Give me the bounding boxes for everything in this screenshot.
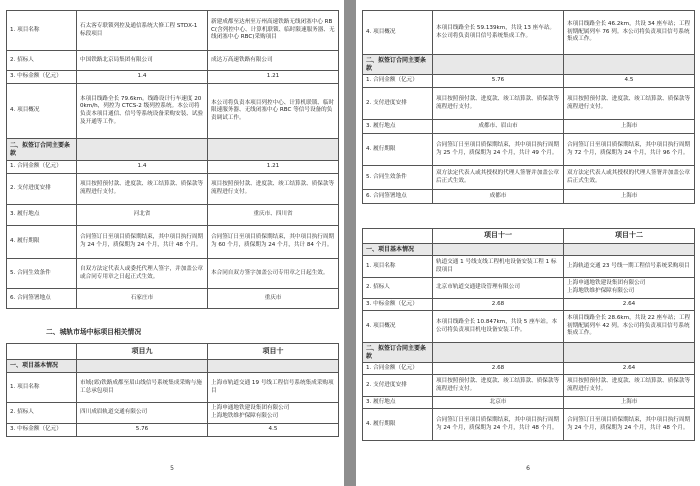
row-label: 4. 履行期限 [7,226,77,259]
cell-value: 北京市轨道交通建设管理有限公司 [433,278,564,299]
table-row [7,259,339,289]
row-label: 1. 合同金额（亿元） [7,161,77,174]
table-row [363,299,695,311]
cell-value: 合同签订日至项目质保期结束，其中项目执行周期为 24 个月，质保期为 24 个月，共计 48 个月。 [433,409,564,441]
cell-value: 1.21 [208,71,339,84]
row-label: 2. 支付进度安排 [363,375,433,397]
cell-value: 本项目线路全长 46.2km，共设 34 座车站；工程初期配属列车 76 列。本公司将负责项目信号系统集成工作。 [564,11,695,55]
row-label: 1. 项目名称 [7,373,77,403]
row-label: 2. 招标人 [7,51,77,71]
cell-value: 轨道交通 1 号线支线工程机电设备安装工程 1 标段项目 [433,256,564,278]
table-row [7,373,339,403]
cell-value: 本公司将负责本项目列控中心、计算机联锁、临时限速服务器、无线闭塞中心 RBC 等信号设备的负责调试工作。 [208,84,339,139]
table-header-row [363,229,695,244]
section-title: 二、拟签订合同主要条款 [363,343,433,363]
section-heading: 二、城轨市场中标项目相关情况 [46,328,142,336]
column-header: 项目十 [208,344,339,360]
table-row [363,278,695,299]
table-row [7,84,339,139]
cell-value: 项目按照预付款、进度款、竣工结算款、质保款等流程进行支付。 [564,88,695,120]
cell-value: 成都市 [433,190,564,204]
section-header-row [363,55,695,75]
table-row [363,88,695,120]
cell-value: 合同签订日至项目质保期结束，其中项目执行周期为 24 个月，质保期为 24 个月，共计 48 个月。 [564,409,695,441]
cell-value: 成达万高速铁路有限公司 [208,51,339,71]
project-info-table-top [362,10,695,204]
cell-value: 合同签订日至项目质保期结束，其中项目执行周期为 60 个月，质保期为 24 个月，共计 84 个月。 [208,226,339,259]
cell-value: 双方法定代表人或其授权的代理人签署并加盖公章后正式生效。 [564,166,695,190]
cell-value: 上海市 [564,120,695,134]
cell-value: 合同签订日至项目质保期结束，其中项目执行周期为 72 个月，质保期为 24 个月，共计 96 个月。 [564,134,695,166]
project-info-table-top [6,10,339,309]
project-info-table-bottom [6,343,339,437]
row-label: 2. 支付进度安排 [363,88,433,120]
cell-value: 5.76 [433,75,564,88]
cell-value: 北京市 [433,397,564,409]
section-title: 二、拟签订合同主要条款 [7,139,77,161]
row-label: 4. 项目概况 [7,84,77,139]
cell-value: 项目按照预付款、进度款、竣工结算款、质保款等流程进行支付。 [208,174,339,205]
table-row [7,161,339,174]
row-label: 4. 项目概况 [363,11,433,55]
cell-value: 合同签订日至项目质保期结束，其中项目执行周期为 25 个月，质保期为 24 个月，共计 49 个月。 [433,134,564,166]
cell-value: 四川成眉轨道交通有限公司 [77,403,208,424]
cell-value: 4.5 [208,424,339,437]
document-page-6 [356,0,700,486]
row-label: 2. 支付进度安排 [7,174,77,205]
row-label: 6. 合同签署地点 [7,289,77,309]
table-row [363,311,695,343]
cell-value: 上海申通地铁建设集团有限公司 上海地铁维护保障有限公司 [208,403,339,424]
cell-value: 重庆市 [208,289,339,309]
table-header-row [7,344,339,360]
table-row [363,256,695,278]
section-title: 二、拟签订合同主要条款 [363,55,433,75]
table-row [7,71,339,84]
cell-value: 5.76 [77,424,208,437]
row-label: 5. 合同生效条件 [363,166,433,190]
row-label: 3. 中标金额（亿元） [7,424,77,437]
cell-value: 石太客专联锁列控及通信系统大修工程 STDX-1 标段项目 [77,11,208,51]
page-number: 6 [526,465,530,472]
cell-value: 2.68 [433,363,564,375]
table-row [7,226,339,259]
column-header: 项目十一 [433,229,564,244]
section-header-row [7,360,339,373]
table-row [363,75,695,88]
cell-value: 项目按照预付款、进度款、竣工结算款、质保款等流程进行支付。 [77,174,208,205]
row-label: 6. 合同签署地点 [363,190,433,204]
table-row [363,190,695,204]
table-row [363,397,695,409]
cell-value: 1.4 [77,71,208,84]
section-header-row [7,139,339,161]
row-label: 3. 履行地点 [363,120,433,134]
cell-value: 上海轨道交通 23 号线一期工程信号系统采购项目 [564,256,695,278]
cell-value: 上海市 [564,190,695,204]
section-header-row [363,244,695,256]
project-info-table-bottom [362,228,695,441]
cell-value: 2.64 [564,299,695,311]
document-page-5 [0,0,344,486]
row-label: 1. 合同金额（亿元） [363,363,433,375]
cell-value: 上海申通地铁建设集团有限公司 上海地铁维护保障有限公司 [564,278,695,299]
cell-value: 项目按照预付款、进度款、竣工结算款、质保款等流程进行支付。 [564,375,695,397]
section-title: 一、项目基本情况 [7,360,77,373]
cell-value: 上海市 [564,397,695,409]
row-label: 5. 合同生效条件 [7,259,77,289]
row-label: 3. 履行地点 [363,397,433,409]
cell-value: 1.4 [77,161,208,174]
row-label: 4. 履行期限 [363,409,433,441]
row-label: 1. 合同金额（亿元） [363,75,433,88]
section-header-row [363,343,695,363]
cell-value: 2.64 [564,363,695,375]
table-row [363,134,695,166]
cell-value: 自双方法定代表人或委托代理人签字，并加盖公章或合同专用章之日起正式生效。 [77,259,208,289]
table-row [7,424,339,437]
cell-value: 本项目线路全长 10.847km，共设 5 座车站。本公司将负责项目机电设备安装工作。 [433,311,564,343]
cell-value: 上海市轨道交通 19 号线工程信号系统集成采购项目 [208,373,339,403]
table-row [7,174,339,205]
cell-value: 项目按照预付款、进度款、竣工结算款、质保款等流程进行支付。 [433,88,564,120]
table-row [363,409,695,441]
cell-value: 石家庄市 [77,289,208,309]
table-row [7,205,339,226]
table-row [7,289,339,309]
cell-value: 合同签订日至项目质保期结束，其中项目执行周期为 24 个月，质保期为 24 个月，共计 48 个月。 [77,226,208,259]
cell-value: 4.5 [564,75,695,88]
table-row [363,11,695,55]
cell-value: 市域(郊)铁路成都至眉山线信号系统集成采购与施工总承包项目 [77,373,208,403]
cell-value: 双方法定代表人或其授权的代理人签署并加盖公章后正式生效。 [433,166,564,190]
cell-value: 2.68 [433,299,564,311]
row-label: 2. 招标人 [7,403,77,424]
table-row [363,120,695,134]
page-number: 5 [170,465,174,472]
cell-value: 成都市、眉山市 [433,120,564,134]
cell-value: 1.21 [208,161,339,174]
cell-value: 本合同自双方签字加盖公司专用章之日起生效。 [208,259,339,289]
column-header: 项目十二 [564,229,695,244]
table-row [7,403,339,424]
row-label: 1. 项目名称 [363,256,433,278]
cell-value: 中国铁路北京局集团有限公司 [77,51,208,71]
row-label: 2. 招标人 [363,278,433,299]
column-header: 项目九 [77,344,208,360]
row-label: 3. 履行地点 [7,205,77,226]
table-row [363,375,695,397]
row-label: 4. 项目概况 [363,311,433,343]
row-label: 1. 项目名称 [7,11,77,51]
row-label: 3. 中标金额（亿元） [363,299,433,311]
table-row [363,166,695,190]
row-label: 4. 履行期限 [363,134,433,166]
cell-value: 本项目线路全长 28.6km，共设 22 座车站；工程初期配属列车 42 列。本公司将负责项目信号系统集成工作。 [564,311,695,343]
row-label: 3. 中标金额（亿元） [7,71,77,84]
cell-value: 本项目线路全长 59.139km，共设 13 座车站。本公司将负责项目信号系统集成工作。 [433,11,564,55]
cell-value: 河北省 [77,205,208,226]
table-row [7,11,339,51]
cell-value: 项目按照预付款、进度款、竣工结算款、质保款等流程进行支付。 [433,375,564,397]
cell-value: 新建成都至达州至万州高速铁路无线闭塞中心 RBC(含列控中心、计算机联锁、临时限速服务器、无线闭塞中心 RBC)采购项目 [208,11,339,51]
cell-value: 本项目线路全长 79.6km。线路设计行车速度 200km/h，列控为 CTCS-2 级列控系统。本公司将负责本项目通信、信号等系统设备采购安装、试验及开通等工作。 [77,84,208,139]
table-row [363,363,695,375]
section-title: 一、项目基本情况 [363,244,433,256]
cell-value: 重庆市、四川省 [208,205,339,226]
table-row [7,51,339,71]
